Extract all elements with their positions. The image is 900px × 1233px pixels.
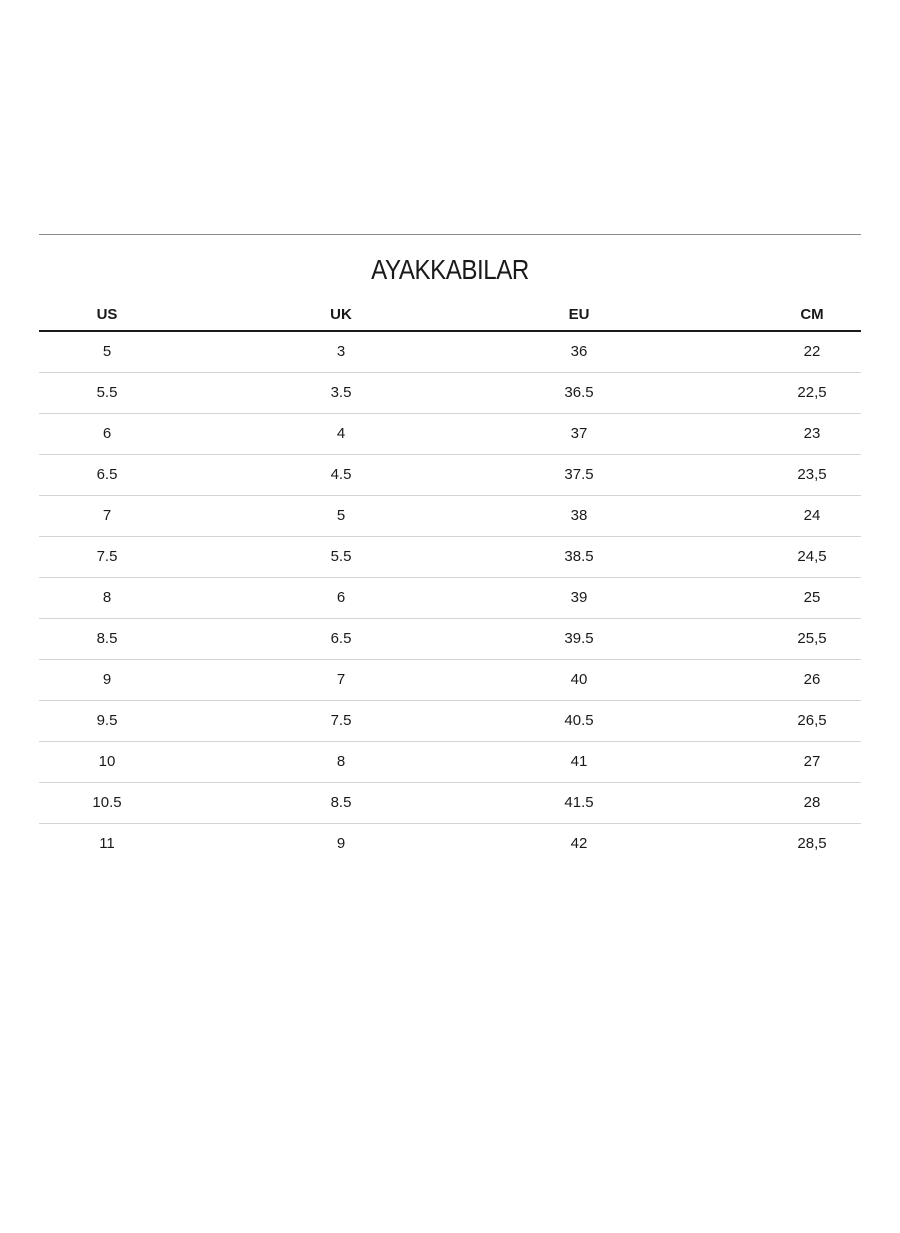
cell-us: 6 <box>102 425 112 442</box>
cell-us: 10.5 <box>92 794 122 811</box>
cell-us: 8 <box>102 589 112 606</box>
cell-us: 9.5 <box>96 712 118 729</box>
cell-eu: 40 <box>570 671 588 688</box>
cell-eu: 37 <box>570 425 588 442</box>
table-row <box>39 414 861 455</box>
cell-cm: 22 <box>803 343 821 360</box>
cell-cm: 23 <box>803 425 821 442</box>
cell-uk: 4.5 <box>330 466 352 483</box>
cell-cm: 27 <box>803 753 821 770</box>
cell-eu: 41.5 <box>564 794 594 811</box>
cell-us: 11 <box>99 835 115 852</box>
top-divider <box>39 234 861 235</box>
cell-cm: 22,5 <box>797 384 827 401</box>
cell-uk: 9 <box>336 835 346 852</box>
cell-uk: 5.5 <box>330 548 352 565</box>
cell-cm: 28 <box>803 794 821 811</box>
table-header <box>39 300 861 330</box>
cell-cm: 23,5 <box>797 466 827 483</box>
cell-us: 8.5 <box>96 630 118 647</box>
cell-eu: 38 <box>570 507 588 524</box>
table-body <box>39 332 861 864</box>
table-row <box>39 619 861 660</box>
table-row <box>39 783 861 824</box>
cell-uk: 3.5 <box>330 384 352 401</box>
cell-uk: 6.5 <box>330 630 352 647</box>
cell-eu: 36.5 <box>564 384 594 401</box>
table-row <box>39 701 861 742</box>
cell-uk: 7.5 <box>330 712 352 729</box>
size-chart <box>39 234 861 864</box>
cell-us: 5.5 <box>96 384 118 401</box>
cell-eu: 39.5 <box>564 630 594 647</box>
cell-eu: 42 <box>570 835 588 852</box>
cell-uk: 8 <box>336 753 346 770</box>
cell-uk: 4 <box>336 425 346 442</box>
cell-eu: 40.5 <box>564 712 594 729</box>
table-row <box>39 742 861 783</box>
cell-uk: 8.5 <box>330 794 352 811</box>
cell-cm: 25 <box>803 589 821 606</box>
cell-uk: 5 <box>336 507 346 524</box>
cell-cm: 24 <box>803 507 821 524</box>
table-row <box>39 824 861 864</box>
cell-eu: 38.5 <box>564 548 594 565</box>
column-header-us: US <box>96 306 118 323</box>
cell-eu: 37.5 <box>564 466 594 483</box>
column-header-uk: UK <box>330 306 352 323</box>
cell-cm: 25,5 <box>797 630 827 647</box>
cell-us: 7.5 <box>96 548 118 565</box>
page-title: AYAKKABILAR <box>371 254 529 285</box>
table-row <box>39 537 861 578</box>
table-row <box>39 373 861 414</box>
column-header-cm: CM <box>800 306 824 323</box>
cell-us: 6.5 <box>96 466 118 483</box>
table-row <box>39 496 861 537</box>
cell-us: 7 <box>102 507 112 524</box>
cell-eu: 39 <box>570 589 588 606</box>
cell-cm: 26 <box>803 671 821 688</box>
cell-uk: 6 <box>336 589 346 606</box>
table-row <box>39 332 861 373</box>
table-row <box>39 578 861 619</box>
cell-uk: 3 <box>336 343 346 360</box>
column-header-eu: EU <box>568 306 590 323</box>
cell-us: 10 <box>98 753 116 770</box>
cell-cm: 28,5 <box>797 835 827 852</box>
cell-eu: 36 <box>570 343 588 360</box>
cell-cm: 24,5 <box>797 548 827 565</box>
cell-uk: 7 <box>336 671 346 688</box>
table-row <box>39 455 861 496</box>
cell-us: 9 <box>102 671 112 688</box>
table-row <box>39 660 861 701</box>
cell-eu: 41 <box>570 753 588 770</box>
cell-us: 5 <box>102 343 112 360</box>
cell-cm: 26,5 <box>797 712 827 729</box>
